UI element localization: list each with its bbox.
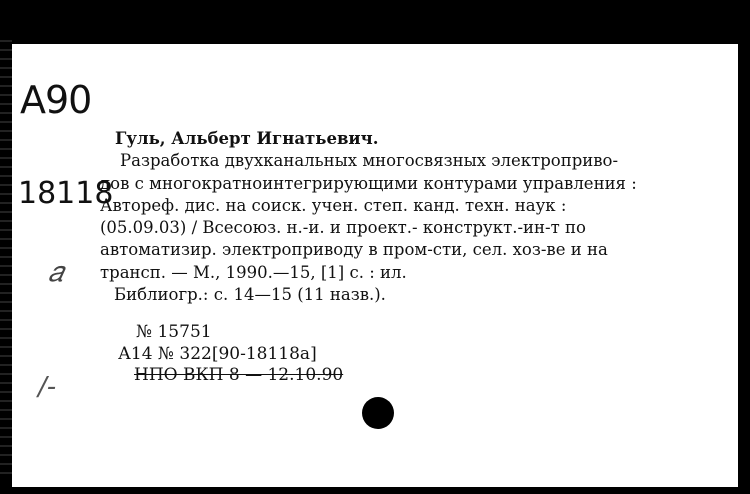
handwritten-call-code: A90 bbox=[20, 78, 92, 122]
record-line: (05.09.03) / Всесоюз. н.-и. и проект.- конструкт.-ин-т по bbox=[100, 218, 586, 238]
shelf-mark: А14 № 322[90-18118а] bbox=[118, 344, 317, 364]
record-line: трансп. — М., 1990.—15, [1] с. : ил. bbox=[100, 262, 407, 282]
record-line: дов с многократноинтегрирующими контурами управления : bbox=[100, 173, 637, 193]
record-line: Автореф. дис. на соиск. учен. степ. канд. техн. наук : bbox=[100, 195, 567, 215]
record-line: Разработка двухканальных многосвязных электроприво- bbox=[120, 151, 619, 171]
author-heading: Гуль, Альберт Игнатьевич. bbox=[115, 129, 379, 148]
scan-edge bbox=[0, 40, 12, 480]
scan-border-top bbox=[0, 0, 750, 44]
handwritten-mark: 𝑎 bbox=[48, 255, 64, 288]
handwritten-number: 18118 bbox=[18, 176, 114, 211]
npo-stamp: НПО ВКП 8 — 12.10.90 bbox=[134, 365, 344, 385]
punch-hole bbox=[362, 397, 394, 429]
record-line: автоматизир. электроприводу в пром-сти, сел. хоз-ве и на bbox=[100, 240, 608, 260]
bibliographic-record bbox=[100, 128, 680, 306]
handwritten-stroke: /- bbox=[38, 372, 57, 402]
bibliography-note: Библиогр.: с. 14—15 (11 назв.). bbox=[114, 285, 386, 305]
accession-number: № 15751 bbox=[136, 322, 212, 342]
